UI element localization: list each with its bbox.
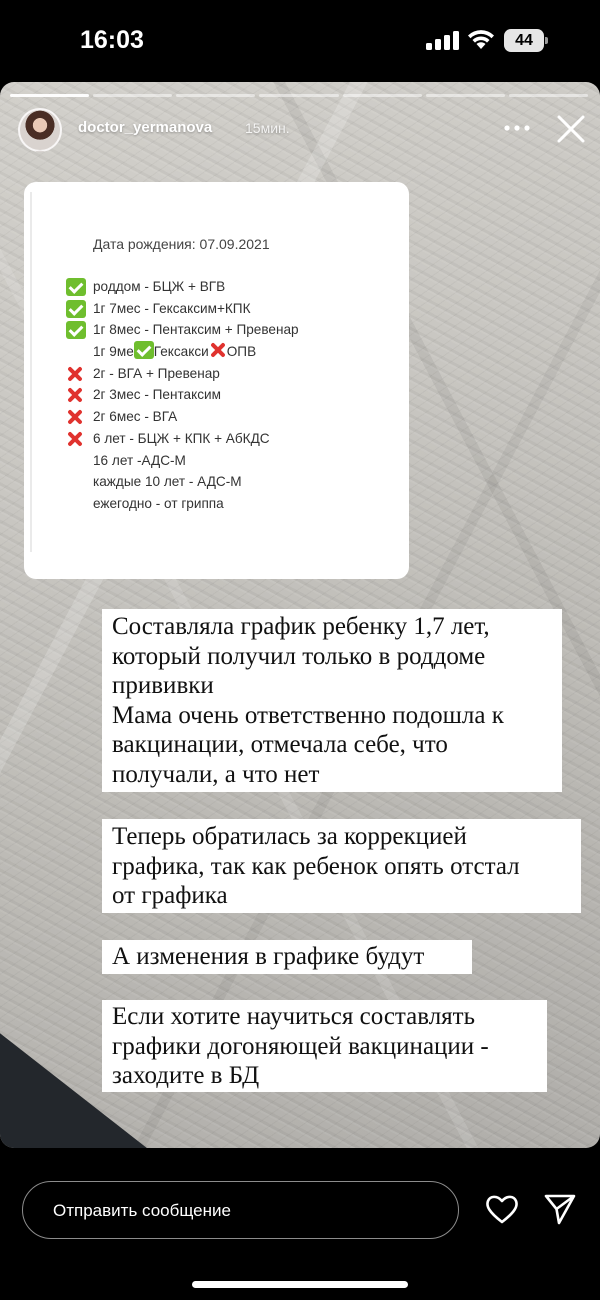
cross-icon [209, 341, 227, 359]
vaccination-text: 1г 9ме [93, 344, 134, 360]
vaccination-text: 2г - ВГА + Превенар [93, 365, 220, 381]
vaccination-text: 1г 7мес - Гексаксим+КПК [93, 300, 251, 316]
username[interactable]: doctor_yermanova [78, 119, 213, 136]
caption-3 [102, 940, 472, 974]
caption-line: заходите в БД [112, 1062, 260, 1089]
vaccination-text: 2г 6мес - ВГА [93, 409, 178, 425]
status-bar [0, 0, 600, 82]
home-indicator [192, 1281, 408, 1288]
progress-segment [426, 94, 505, 97]
caption-line: Если хотите научиться составлять [112, 1003, 476, 1030]
vaccination-text: 6 лет - БЦЖ + КПК + АбКДС [93, 430, 270, 446]
battery-level: 44 [504, 29, 544, 52]
caption-4 [102, 1000, 547, 1092]
vaccination-text: 2г 3мес - Пентаксим [93, 387, 221, 403]
check-icon [66, 300, 86, 318]
vaccination-text: Гексакси [153, 344, 209, 360]
story-progress-bar [10, 94, 588, 97]
progress-segment [10, 94, 89, 97]
vaccination-text: ежегодно - от гриппа [93, 495, 224, 511]
send-message-placeholder: Отправить сообщение [53, 1201, 231, 1220]
story-header [18, 104, 588, 154]
check-icon [66, 321, 86, 339]
caption-line: от графика [112, 882, 228, 909]
caption-line: получали, а что нет [112, 760, 320, 788]
vaccination-text: ОПВ [226, 344, 257, 360]
caption-line: прививки [112, 672, 214, 699]
post-time: 15мин. [245, 120, 290, 136]
more-options-icon[interactable] [503, 116, 531, 140]
battery-icon [504, 29, 548, 52]
avatar[interactable] [18, 108, 62, 152]
caption-line: Мама очень ответственно подошла к [112, 701, 504, 729]
cross-icon [66, 430, 84, 448]
vaccination-text: роддом - БЦЖ + ВГВ [93, 279, 226, 294]
caption-line: графики догоняющей вакцинации - [112, 1032, 489, 1060]
check-icon [134, 341, 154, 359]
status-time: 16:03 [80, 26, 144, 54]
birth-date: Дата рождения: 07.09.2021 [93, 236, 270, 252]
caption-line: вакцинации, отмечала себе, что [112, 731, 448, 758]
caption-line: А изменения в графике будут [112, 943, 425, 970]
close-icon[interactable] [556, 114, 586, 144]
heart-icon[interactable] [485, 1193, 519, 1225]
caption-line: Теперь обратилась за коррекцией [112, 823, 467, 850]
caption-line: графика, так как ребенок опять отстал [112, 852, 520, 880]
check-icon [66, 278, 86, 296]
vaccination-text: 16 лет -АДС-М [93, 452, 186, 468]
progress-segment [259, 94, 338, 97]
cellular-signal-icon [426, 30, 460, 50]
vaccination-text: 1г 8мес - Пентаксим + Превенар [93, 322, 299, 338]
send-icon[interactable] [543, 1192, 577, 1226]
progress-segment [509, 94, 588, 97]
cross-icon [66, 386, 84, 404]
progress-segment [343, 94, 422, 97]
cross-icon [66, 365, 84, 383]
progress-segment [176, 94, 255, 97]
caption-line: который получил только в роддоме [112, 642, 486, 670]
caption-2 [102, 819, 581, 913]
vaccination-text: каждые 10 лет - АДС-М [93, 474, 242, 490]
progress-segment [93, 94, 172, 97]
send-message-input[interactable] [22, 1181, 459, 1239]
caption-line: Составляла график ребенку 1,7 лет, [112, 613, 490, 640]
wifi-icon [467, 27, 495, 51]
cross-icon [66, 408, 84, 426]
story-view[interactable] [0, 82, 600, 1148]
caption-1 [102, 609, 562, 792]
schedule-screenshot [24, 182, 409, 579]
